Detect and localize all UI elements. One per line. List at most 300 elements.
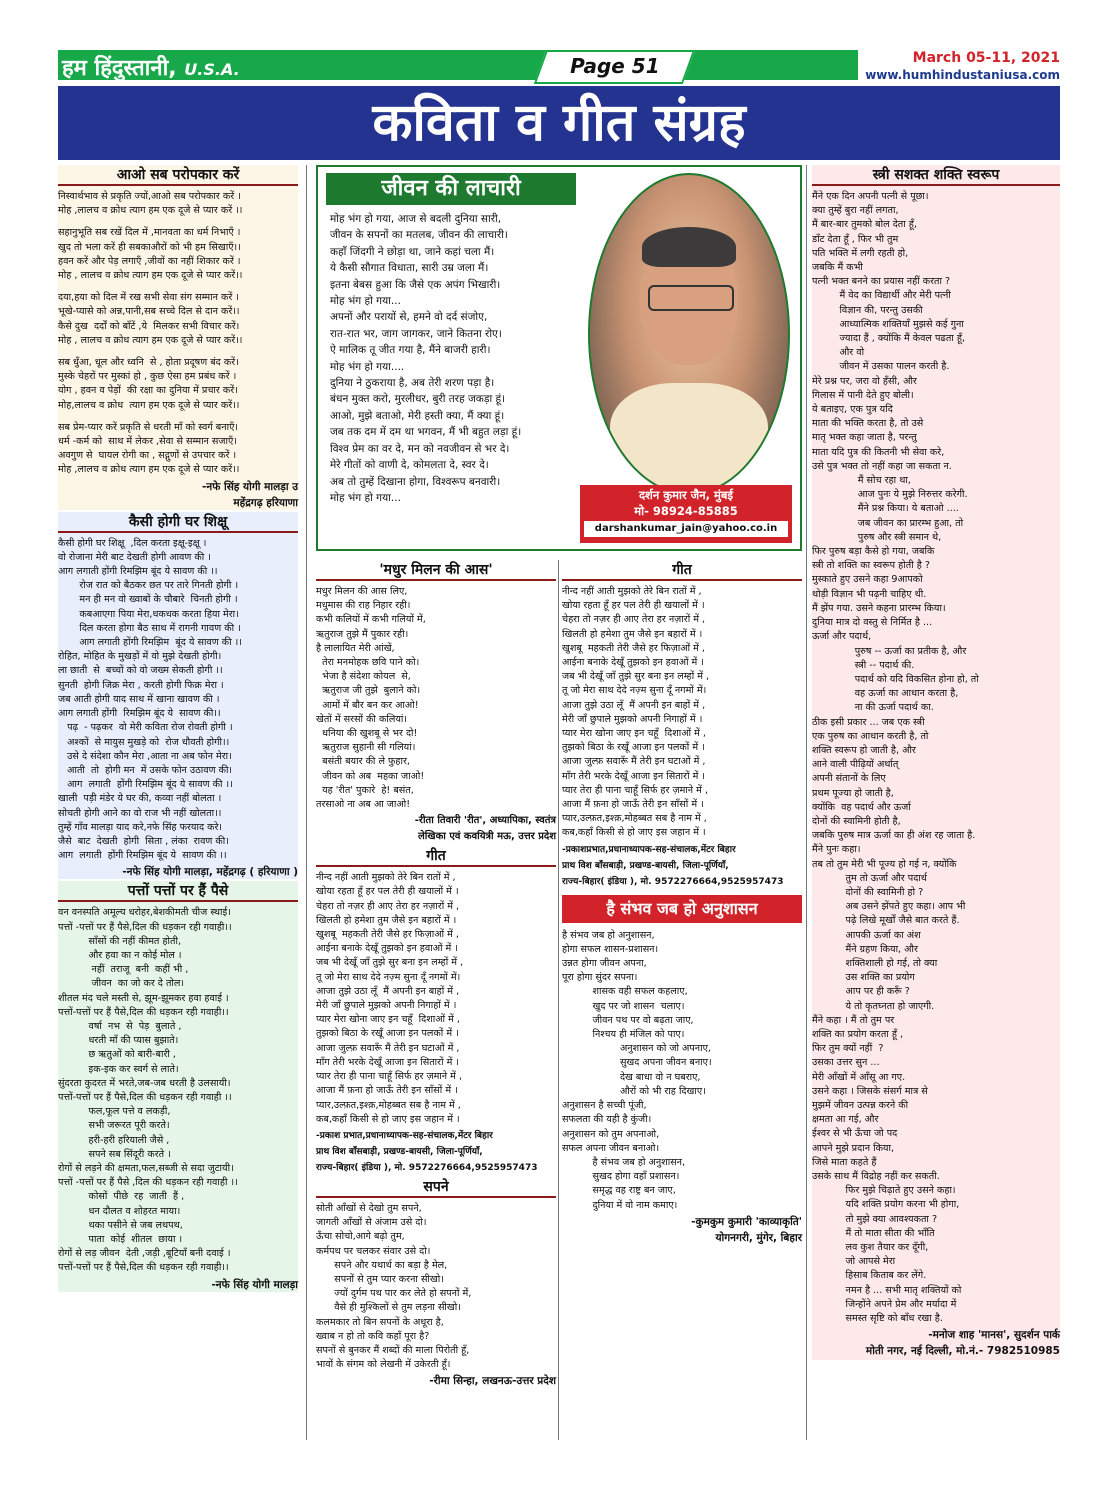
poem-line: डाँट देता हूँ , फिर भी तुम [812, 233, 899, 245]
featured-poem-body [330, 211, 590, 506]
poem-geet-2 [316, 846, 556, 1175]
poem-body [58, 537, 298, 864]
poem-line: फिर तुम क्यों नहीं ? [812, 1043, 884, 1055]
poem-line: आजा मैं फ़ना हो जाऊँ तेरी इन साँसों में । [562, 799, 704, 811]
poem-line: होगा सफल शासन-प्रशासन। [562, 943, 659, 955]
poem-line: ये कैसी सौगात विधाता, सारी उम्र जला मैं। [330, 262, 489, 275]
poem-line: धर्म -कर्म को साथ में लेकर ,सेवा से सम्मान सजाएँ। [58, 436, 237, 448]
poem-line: आग लगाती होंगी रिमझिम बूंद ये सावण की ।। [58, 779, 233, 791]
poem-credit-contact: राज्य-बिहार( इंडिया ), मो. 9572276664,9525957473 [316, 1162, 538, 1173]
poem-line: पुरुष और स्त्री समान थे, [812, 531, 942, 543]
poem-line: मैं बार-बार तुमको बोल देता हूँ, [812, 219, 917, 231]
poem-line: मधुर मिलन की आस लिए, [316, 586, 408, 597]
poem-line: मोह ,लालच व क्रोध त्याग हम एक दूजे से प्यार करें ।। [58, 205, 243, 217]
column-1 [58, 165, 298, 1294]
poem-line: गिलास में पानी देते हुए बोली। [812, 389, 914, 401]
poem-madhur-milan [316, 560, 556, 844]
section-banner: कविता व गीत संग्रह [58, 86, 1060, 160]
poem-body [316, 1202, 556, 1372]
poem-line: रोगों से लड़ने की क्षमता,फल,सब्जी से सदा जुटायी। [58, 1162, 234, 1174]
masthead [62, 52, 240, 82]
poem-line: जब जीवन का प्रारम्भ हुआ, तो [812, 517, 964, 529]
poem-line: जीवन में उसका पालन करती है. [812, 361, 950, 373]
poem-title: गीत [316, 846, 556, 867]
poem-line: नीन्द नहीं आती मुझको तेरे बिन रातों में , [562, 586, 702, 597]
poem-body [562, 929, 802, 1213]
poem-line: खोया रहता हूँ हर पल तेरी ही खयालों में । [316, 886, 459, 898]
poem-line: शीतल मंद चले मस्ती से, झूम-झूमकर हवा हवाई । [58, 992, 229, 1004]
poem-line: दिल करता होगा बैठ साथ में रागनी गावण की । [58, 622, 241, 634]
poem-line: ज्यादा हैं , क्योंकि मैं केवल पढता हूँ, [812, 333, 965, 345]
poem-line: बसंती बयार की ले फुहार, [316, 756, 410, 768]
poem-line: तुझको बिठा के रखूँ आजा इन पलकों में । [562, 742, 705, 754]
poem-line: जब भी देखूँ जाँ तुझे सुर बना इन लम्हों में , [316, 957, 464, 969]
poem-line: दुनिया ने ठुकराया है, अब तेरी शरण पड़ा है। [330, 377, 495, 390]
page-number-tab [534, 50, 695, 84]
poem-line: इक-इक कर स्वर्ग से लाते। [58, 1063, 179, 1075]
poem-line: जैसे बाट देखती होगी सिता , लंका रावण की। [58, 835, 229, 847]
author-name: दर्शन कुमार जैन, मुंबई [638, 488, 734, 502]
poem-line: कभी कलियों में कभी गलियों में, [316, 614, 426, 626]
poem-line: जो आपसे मेरा [812, 1256, 896, 1268]
poem-line: और हवा का न कोई मोल । [58, 949, 182, 961]
poem-line: मोह भंग हो गया.... [330, 360, 405, 373]
poem-line: आने वाली पीढ़ियों अर्थात् [812, 759, 899, 771]
poem-title: पत्तों पत्तों पर हैं पैसे [58, 881, 298, 902]
poem-line: पत्तों -पत्तों पर हैं पैसे ,दिल की धड़कन रही गवाही ।। [58, 1177, 238, 1189]
poem-line: औरों को भी राह दिखाए। [562, 1085, 706, 1097]
poem-line: भावों के संगम को लेखनी में उकेरती हूँ। [316, 1359, 451, 1371]
poem-anushasan [562, 895, 802, 1245]
poem-title: कैसी होगी घर शिक्षू [58, 512, 298, 533]
poem-line: यह 'रीत' पुकारे हे! बसंत, [316, 784, 414, 796]
poem-line: आती तो होगी मन में उसके फोन उठावण की। [58, 764, 233, 776]
stanza-break [58, 348, 298, 356]
poem-line: सुखद अपना जीवन बनाए। [562, 1057, 712, 1069]
poem-line: आजा जुल्फ़ सवारूँ मैं तेरी इन घटाओं में , [316, 1042, 460, 1054]
poem-line: दुनिया में वो नाम कमाए। [562, 1199, 678, 1211]
poem-line: वो रोजाना मेरी बाट देखती होगी आवण की । [58, 551, 211, 563]
poem-line: जीवन का जो कर दे तोल। [58, 978, 185, 990]
poem-line: भेजा है संदेशा कोयल से, [316, 671, 411, 683]
poem-line: आजा जुल्फ़ सवारूँ मैं तेरी इन घटाओं में , [562, 756, 706, 768]
poem-line: जागती आँखों से अंजाम उसे दो। [316, 1217, 427, 1229]
poem-title: 'मधुर मिलन की आस' [316, 560, 556, 581]
poem-sapne [316, 1177, 556, 1388]
poem-line: जब भी देखूँ जाँ तुझे सुर बना इन लम्हों में , [562, 671, 710, 683]
poem-line: कलमकार तो बिन सपनों के अधूरा है, [316, 1316, 444, 1328]
poem-line: जब तक दम में दम था भगवन, मैं भी बहुत लड़ा हूं। [330, 426, 522, 439]
poem-line: शासक वही सफल कहलाए, [562, 986, 688, 998]
poem-line: आजा तुझे उठा लूँ मैं अपनी इन बाहों में , [316, 985, 460, 997]
poem-line: मन ही मन वो ख्वाबों के चौबारे चिनती होगी । [58, 594, 238, 606]
poem-line: अब उसने झेंपते हुए कहा। आप भी [812, 901, 966, 913]
stanza-break [58, 283, 298, 291]
poem-line: अनुशासन को तुम अपनाओ, [562, 1128, 660, 1140]
poem-line: मोह भंग हो गया... [330, 491, 401, 504]
page-number: Page 51 [570, 54, 660, 78]
column-divider [306, 165, 307, 1440]
featured-poem-box [316, 165, 802, 551]
poem-line: फिर मुझे चिढ़ाते हुए उसने कहा। [812, 1185, 956, 1197]
poem-credit-contact: मोती नगर, नई दिल्ली, मो.नं.- 7982510985 [865, 1345, 1060, 1358]
poem-body [316, 585, 556, 812]
poem-line: हवन करें और पेड़ लगाएँ ,जीवों का नहीं शिकार करें । [58, 255, 241, 267]
poem-line: सब प्रेम-प्यार करें प्रकृति से धरती माँ को स्वर्ग बनाएँ। [58, 421, 239, 433]
poem-line: धनिया की खुशबू से भर दो! [316, 728, 418, 740]
poem-line: क्षमता आ गई, और [812, 1114, 879, 1126]
poem-line: माँग तेरी भरके देखूँ आजा इन सितारों में । [562, 770, 706, 782]
poem-line: सफलता की यही है कुंजी। [562, 1114, 652, 1126]
poem-line: सोती आँखों से देखो तुम सपने, [316, 1202, 422, 1214]
poem-line: ईश्वर से भी ऊँचा जो पद [812, 1128, 898, 1140]
poem-line: स्त्री -- पदार्थ की. [812, 659, 915, 671]
poem-line: यदि शक्ति प्रयोग करना भी होगा, [812, 1199, 960, 1211]
poem-line: शक्तिशाली हो गई, तो क्या [812, 957, 938, 969]
poem-line: सब धुँआ, धूल और ध्वनि से , होता प्रदूषण बंद करें। [58, 357, 239, 369]
poem-line: रोहित, मोहित के मुखड़ों में वो मुझे देखती होगी। [58, 651, 222, 663]
poem-line: मैं तो माता सीता की भाँति [812, 1227, 935, 1239]
poem-line: जीवन पथ पर वो बढ़ता जाए, [562, 1014, 694, 1026]
poem-line: आजा तुझे उठा लूँ मैं अपनी इन बाहों में , [562, 699, 706, 711]
poem-line: प्यार मेरा खोना जाए इन चहूँ दिशाओं में , [562, 728, 706, 740]
poem-line: ये बताइए, एक पुत्र यदि [812, 404, 893, 416]
poem-line: थका पसीने से जब लथपथ, [58, 1219, 183, 1231]
column-divider [558, 560, 559, 1440]
poem-line: मेरे गीतों को वाणी दे, कोमलता दे, स्वर दे। [330, 459, 489, 472]
poem-geet [562, 560, 802, 889]
poem-line: अब तो तुम्हें दिखाना होगा, विश्वरूप बनवारी। [330, 475, 501, 488]
poem-line: सोचती होगी आने का वो राज भी नहीं खोलता।। [58, 807, 222, 819]
poem-line: कहाँ जिंदगी ने छोड़ा था, जाने कहां चला मैं। [330, 245, 495, 258]
poem-line: उस शक्ति का प्रयोग [812, 972, 915, 984]
poem-line: है संभव जब हो अनुशासन, [562, 929, 655, 941]
poem-line: मैंने कहा । मैं तो तुम पर [812, 1014, 895, 1026]
poem-line: तुम तो ऊर्जा और पदार्थ [812, 872, 927, 884]
poem-line: उसका उत्तर सुन ... [812, 1057, 880, 1069]
poem-line: जीवन के सपनों का मतलब, जीवन की लाचारी। [330, 229, 508, 242]
poem-line: माता यदि पुत्र की कितनी भी सेवा करे, [812, 446, 945, 458]
poem-line: मैंने ग्रहण किया, और [812, 943, 918, 955]
poem-line: पढ़ - पढ़कर वो मेरी कविता रोज रोवती होगी । [58, 722, 233, 734]
poem-line: सफल अपना जीवन बनाओ। [562, 1142, 660, 1154]
poem-line: देख बाधा वो न घबराए, [562, 1071, 701, 1083]
column-2 [316, 560, 556, 1390]
poem-line: आध्यात्मिक शक्तियाँ मुझसे कई गुना [812, 318, 964, 330]
poem-line: मुझमें जीवन उत्पन्न करने की [812, 1100, 909, 1111]
poem-ghar-shikshu [58, 512, 298, 880]
poem-line: दया,हया को दिल में रख सभी सेवा संग सम्मान करें । [58, 292, 240, 304]
poem-line: माता की भक्ति करता है, तो उसे [812, 418, 924, 430]
poem-line: उसने कहा । जिसके संसर्ग मात्र से [812, 1085, 928, 1097]
poem-line: वह ऊर्जा का आधान करता है, [812, 688, 959, 700]
poem-line: तू जो मेरा साथ देदे नज़्म सुना दूँ नगमों में। [562, 685, 707, 697]
poem-line: चेहरा तो नज़र ही आए तेरा हर नज़ारों में , [562, 614, 706, 626]
poem-line: ऋतुराज जी तुझे बुलाने को। [316, 685, 421, 697]
poem-line: फल,फूल पत्ते व लकड़ी, [58, 1106, 171, 1118]
poem-line: तो मुझे क्या आवश्यकता ? [812, 1213, 938, 1225]
poem-line: जबकि पुरुष मात्र ऊर्जा का ही अंश रह जाता है. [812, 830, 976, 842]
poem-line: सहानुभूति सब रखें दिल में ,मानवता का धर्म निभाएँ । [58, 227, 241, 239]
poem-line: थोड़ी विज्ञान भी पढ़नी चाहिए थी. [812, 588, 927, 600]
poem-credit: -मनोज शाह 'मानस', सुदर्शन पार्क [928, 1329, 1060, 1342]
poem-line: मोह,लालच व क्रोध त्याग हम एक दूजे से प्यार करें।। [58, 399, 240, 411]
poem-line: दोनों की स्वामिनी हो ? [812, 886, 924, 898]
poem-line: अपनों और परायों से, हमने वो दर्द संजोए, [330, 311, 488, 324]
poem-line: उन्नत होगा जीवन अपना, [562, 958, 647, 970]
poem-credit-location: लेखिका एवं कवयित्री मऊ, उत्तर प्रदेश [418, 831, 556, 843]
poem-line: ख्वाब न हो तो कवि कहाँ पूरा है? [316, 1330, 430, 1342]
poem-line: कैसे दुख दर्दों को बाँटें ,ये मिलकर सभी विचार करें। [58, 320, 240, 332]
poem-line: मोह , लालच व क्रोध त्याग हम एक दूजे से प्यार करें।। [58, 334, 243, 346]
issue-date: March 05-11, 2021 [912, 50, 1060, 66]
poem-line: आईना बनाके देखूँ तुझको इन हवाओं में । [562, 657, 704, 669]
stanza-break [58, 413, 298, 421]
poem-line: मोह ,लालच व क्रोध त्याग हम एक दूजे से प्यार करें।। [58, 464, 240, 476]
poem-line: मेरी आँखों में आँसू आ गए. [812, 1071, 906, 1083]
poem-line: फिर पुरुष बड़ा कैसे हो गया, जबकि [812, 546, 935, 558]
poem-body [58, 190, 298, 478]
poem-line: छ ऋतुओं को बारी-बारी , [58, 1049, 176, 1061]
poem-line: पूरा होगा सुंदर सपना। [562, 972, 638, 984]
poem-line: मुस्काते हुए उसने कहा 9आपको [812, 574, 923, 586]
poem-line: खिलती हो हमेशा तुम जैसे इन बहारों में । [316, 914, 457, 926]
poem-line: आग लगाती होंगी रिमझिम बूंद ये सावण की।। [58, 708, 221, 720]
poem-line: वन वनस्पति अमूल्य धरोहर,बेशकीमती चीज स्थाई। [58, 907, 231, 919]
poem-line: विज्ञान की, परन्तु उसकी [812, 304, 923, 316]
poem-line: मैंने एक दिन अपनी पत्नी से पूछा। [812, 191, 929, 202]
poem-credit-address: प्राथ विश बाँसबाड़ी, प्रखण्ड-बायसी, जिला-पूर्णियाँ, [562, 860, 729, 871]
poem-line: उसे दे संदेशा कौन मेरा ,आता ना अब फोन मेरा। [58, 750, 232, 762]
poem-line: क्योंकि वह पदार्थ और ऊर्जा [812, 801, 911, 813]
poem-line: पत्तों-पत्तों पर हैं पैसे,दिल की धड़कन रही गवाही।। [58, 1006, 229, 1018]
poem-line: धन दौलत व शोहरत माया। [58, 1205, 181, 1217]
poem-line: मोह , लालच व क्रोध त्याग हम एक दूजे से प्यार करें।। [58, 270, 243, 282]
author-hair [642, 227, 736, 267]
poem-line: तेरा मनमोहक छवि पाने को। [316, 657, 420, 669]
poem-line: जब आती होगी याद साथ में खाना खावण की । [58, 693, 220, 705]
poem-line: शक्ति स्वरूप हो जाती है, और [812, 744, 916, 756]
poem-line: आप पर ही करूँ ? [812, 986, 910, 998]
poem-line: भूखे-प्यासे को अन्न,पानी,सब सच्चे दिल से दान करें।। [58, 306, 240, 318]
poem-line: आग लगाती होंगी रिमझिम बूंद ये सावण की ।। [58, 850, 227, 862]
poem-line: खुद पर जो शासन चलाए। [562, 1000, 685, 1012]
poem-credit-location: योगनगरी, मुंगेर, बिहार [715, 1231, 802, 1244]
column-4 [812, 165, 1060, 1360]
poem-line: क्या तुम्हें बुरा नहीं लगता, [812, 205, 899, 217]
poem-body [316, 871, 556, 1127]
poem-line: हरी-हरी हरियाली जैसे , [58, 1134, 170, 1146]
poem-line: प्यार मेरा खोना जाए इन चहूँ दिशाओं में , [316, 1014, 460, 1026]
masthead-country: U.S.A. [184, 60, 240, 79]
poem-credit: -प्रकाश प्रभात,प्रधानाध्यापक-सह-संचालक,मेंटर बिहार [316, 1130, 493, 1141]
poem-line: धरती माँ की प्यास बुझाते। [58, 1035, 179, 1047]
poem-line: अनुशासन को जो अपनाए, [562, 1043, 711, 1055]
poem-line: कब,कहाँ किसी से हो जाए इस जहान में । [562, 827, 706, 839]
poem-line: ऊँचा सोचो,आगे बढ़ो तुम, [316, 1231, 405, 1243]
poem-line: ऋतुराज तुझे मैं पुकार रही। [316, 628, 409, 640]
poem-line: मैं सोच रहा था, [812, 475, 911, 487]
poem-line: खिलती हो हमेशा तुम जैसे इन बहारों में । [562, 628, 703, 640]
poem-line: आईना बनाके देखूँ तुझको इन हवाओं में । [316, 943, 458, 955]
poem-line: सुंदरता कुदरत में भरते,जब-जब धरती है उलसायी। [58, 1077, 231, 1089]
poem-line: इतना बेबस हुआ कि जैसे एक अपंग भिखारी। [330, 278, 501, 291]
poem-line: आपने मुझे प्रदान किया, [812, 1142, 895, 1154]
poem-line: खाली पड़ी मंडेर ये घर की, कव्वा नहीं बोलता । [58, 793, 222, 805]
website-link[interactable]: www.humhindustaniusa.com [865, 68, 1060, 82]
poem-credit: -कुमकुम कुमारी 'काव्याकृति' [691, 1215, 802, 1228]
poem-line: खुद तो भला करें ही सबकाऔरों को भी हम सिखाएँ।। [58, 241, 241, 253]
poem-line: कोसों पीछे रह जाती हैं , [58, 1191, 185, 1203]
poem-line: अपनी संतानों के लिए [812, 773, 886, 785]
poem-line: सपनों से बुनकर मैं शब्दों की माला पिरोती हूँ, [316, 1344, 470, 1356]
stanza-break [58, 218, 298, 226]
poem-line: ऐ मालिक तू जीत गया है, मैंने बाजरी हारी। [330, 344, 491, 357]
masthead-name: हम हिंदुस्तानी, [62, 56, 177, 81]
poem-line: मेरे प्रश्न पर, जरा वो हँसी, और [812, 375, 917, 387]
poem-title: गीत [562, 560, 802, 581]
poem-line: निश्चय ही मंजिल को पाए। [562, 1029, 685, 1041]
poem-line: मोह भंग हो गया... [330, 295, 401, 308]
poem-line: मैं वेद का विद्यार्थी और मेरी पत्नी [812, 290, 951, 302]
poem-line: आओ, मुझे बताओ, मेरी हस्ती क्या, मैं क्या हूं। [330, 409, 505, 422]
poem-line: जीवन को अब महका जाओ! [316, 770, 425, 782]
poem-line: रात-रात भर, जाग जागकर, जाने कितना रोए। [330, 327, 502, 340]
poem-line: रोगों से लड़ जीवन देती ,जड़ी ,बूटियाँ बनी दवाई । [58, 1248, 231, 1260]
poem-line: मैं झेंप गया. उसने कहना प्रारम्भ किया। [812, 602, 946, 614]
poem-credit: -रीता तिवारी 'रीत', अध्यापिका, स्वतंत्र [414, 815, 556, 827]
poem-line: आमों में बौर बन कर आओ! [316, 699, 419, 711]
poem-line: आजा मैं फ़ना हो जाऊँ तेरी इन साँसों में । [316, 1085, 458, 1097]
poem-line: मोह भंग हो गया, आज से बदली दुनिया सारी, [330, 213, 502, 225]
poem-line: तुम्हें गाँव मालड़ा याद करे,नफे सिंह फरयाद करे। [58, 821, 223, 833]
poem-line: सपने सब सिंदूरी करते । [58, 1148, 171, 1160]
poem-line: तू जो मेरा साथ देदे नज़्म सुना दूँ नगमों में। [316, 971, 461, 983]
poem-line: है संभव जब हो अनुशासन, [562, 1156, 686, 1168]
poem-line: ला छाती से बच्चों को वो जख्म सेकती होगी ।। [58, 665, 223, 677]
poem-line: दोनों की स्वामिनी होती है, [812, 815, 901, 827]
poem-line: ऋतुराज सुहानी सी गलियां। [316, 742, 416, 754]
poem-line: रोज रात को बैठकर छत पर तारे गिनती होगी । [58, 580, 239, 592]
poem-credit: -नफे सिंह योगी मालड़ा [211, 1278, 298, 1291]
poem-line: मुस्के चेहरों पर मुस्कां हो , कुछ ऐसा हम प्रबंध करें । [58, 371, 237, 383]
poem-line: प्यार,उल्फ़त,इश्क़,मोहब्बत सब है नाम में , [562, 813, 707, 825]
column-divider [806, 165, 807, 1440]
poem-line: मेरी जाँ छुपाले मुझको अपनी निगाहों में । [316, 1000, 457, 1012]
poem-line: तब तो तुम मेरी भी पूज्य हो गई न, क्योंकि [812, 858, 957, 870]
poem-line: ठीक इसी प्रकार ... जब एक स्त्री [812, 716, 925, 728]
poem-line: समस्त सृष्टि को बाँध रखा है. [812, 1313, 943, 1325]
poem-line: सभी जरूरत पूरी करते। [58, 1120, 170, 1132]
poem-line: विश्व प्रेम का वर दे, मन को नवजीवन से भर दे। [330, 442, 510, 455]
poem-line: आग लगाती होंगी रिमझिम बूंद ये सावण की ।। [58, 566, 218, 578]
poem-line: प्यार तेरा ही पाना चाहूँ सिर्फ हर ज़माने में , [562, 784, 709, 796]
poem-body [812, 190, 1060, 1326]
poem-line: पाता कोई शीतल छाया । [58, 1234, 183, 1245]
poem-line: पत्तों-पत्तों पर हैं पैसे,दिल की धड़कन रही गवाही।। [58, 1262, 229, 1274]
poem-line: नहीं तराजू बनी कहीं भी , [58, 964, 189, 976]
poem-line: और वो [812, 347, 865, 359]
author-phone: मो- 98924-85885 [634, 504, 738, 518]
poem-line: मैंने प्रश्न किया। ये बताओ .... [812, 503, 959, 515]
poem-line: प्यार,उल्फ़त,इश्क़,मोहब्बत सब है नाम में , [316, 1099, 461, 1111]
author-email[interactable]: darshankumar_jain@yahoo.co.in [584, 521, 788, 537]
poem-line: प्यार तेरा ही पाना चाहूँ सिर्फ हर ज़माने में , [316, 1071, 463, 1083]
poem-line: योग , हवन व पेड़ों की रक्षा का दुनिया में प्रचार करें। [58, 385, 238, 397]
poem-line: जिन्होंने अपने प्रेम और मर्यादा में [812, 1298, 957, 1310]
poem-line: जबकि मैं कभी [812, 262, 863, 274]
poem-line: कर्मपथ पर चलकर संवार उसे दो। [316, 1245, 431, 1257]
poem-line: दुनिया मात्र दो वस्तु से निर्मित है ... [812, 617, 933, 629]
poem-line: प्रथम पूज्या हो जाती है, [812, 787, 894, 799]
poem-line: अश्कों से मायुस मुखड़े को रोज धौवती होगी।। [58, 736, 230, 748]
author-photo [588, 173, 790, 495]
poem-title: सपने [316, 1177, 556, 1198]
poem-line: खुशबू महकती तेरी जैसे हर फिज़ाओं में , [316, 929, 459, 941]
poem-line: आज पुनः ये मुझे निरुत्तर करेगी. [812, 489, 968, 501]
poem-body [58, 906, 298, 1275]
poem-line: उसे पुत्र भक्त तो नहीं कहा जा सकता न. [812, 460, 952, 472]
poem-line: खुशबू महकती तेरी जैसे हर फिज़ाओं में , [562, 642, 705, 654]
author-credit-box [580, 485, 792, 543]
poem-line: तरसाओ ना अब आ जाओ! [316, 799, 411, 811]
poem-line: स्त्री तो शक्ति का स्वरूप होती है ? [812, 560, 930, 572]
poem-line: ऊर्जा और पदार्थ, [812, 631, 872, 643]
featured-title: जीवन की लाचारी [326, 173, 576, 205]
poem-line: सपनों से तुम प्यार करना सीखो। [316, 1273, 444, 1285]
poem-line: कब,कहाँ किसी से हो जाए इस जहान में । [316, 1113, 460, 1125]
poem-line: वर्षा नभ से पेड़ बुलाते , [58, 1020, 182, 1032]
poem-line: साँसों की नहीं कीमत होती, [58, 935, 182, 947]
poem-line: अवगुण से घायल रोगी का , सद्गुणों से उपचार करें । [58, 450, 237, 462]
poem-line: वैसे ही मुश्किलों से तुम लड़ना सीखो। [316, 1302, 461, 1314]
poem-line: कबआएगा पिया मेरा,धकधक करता हिया मेरा। [58, 608, 239, 620]
poem-line: माँग तेरी भरके देखूँ आजा इन सितारों में । [316, 1056, 460, 1068]
poem-credit: -प्रकाशप्रभात,प्रधानाध्यापक-सह-संचालक,मेंटर बिहार [562, 844, 736, 855]
poem-line: मेरी जाँ छुपाले मुझको अपनी निगाहों में । [562, 713, 703, 725]
poem-line: मैंने पुनः कहा। [812, 844, 861, 856]
poem-line: पत्तों-पत्तों पर हैं पैसे,दिल की धड़कन रही गवाही ।। [58, 1091, 232, 1103]
poem-line: पुरुष -- ऊर्जा का प्रतीक है, और [812, 645, 967, 657]
poem-credit-contact: राज्य-बिहार( इंडिया ), मो. 9572276664,9525957473 [562, 876, 784, 887]
poem-line: सुखद होगा वहाँ प्रशासन। [562, 1171, 680, 1183]
poem-line: पत्नी भक्त बनने का प्रयास नहीं करता ? [812, 276, 951, 288]
poem-credit-location: महेंद्रगढ़ हरियाणा [233, 496, 298, 509]
poem-line: बंधन मुक्त करो, मुरलीधर, बुरी तरह जकड़ा हूं। [330, 393, 506, 406]
poem-line: मधुमास की राह निहार रही। [316, 600, 411, 612]
poem-title: स्त्री सशक्त शक्ति स्वरूप [812, 165, 1060, 186]
author-shirt [610, 383, 768, 493]
author-glasses [648, 285, 734, 311]
poem-line: आग लगाती होंगी रिमझिम बूंद ये सावण की ।। [58, 637, 242, 649]
poem-line: शक्ति का प्रयोग करता हूँ , [812, 1028, 904, 1040]
poem-line: अनुशासन है सच्ची पूंजी, [562, 1100, 647, 1112]
poem-title: है संभव जब हो अनुशासन [562, 895, 802, 923]
poem-line: नमन है ... सभी मातृ शक्तियों को [812, 1284, 962, 1296]
poem-line: आपकी ऊर्जा का अंश [812, 929, 921, 941]
poem-line: सपने और यथार्थ का बड़ा है मेल, [316, 1259, 448, 1271]
poem-line: एक पुरुष का आधान करती है, तो [812, 730, 929, 742]
poem-line: मातृ भक्त कहा जाता है, परन्तु [812, 432, 917, 444]
poem-line: उसके साथ मैं विद्रोह नहीं कर सकती. [812, 1171, 940, 1183]
poem-credit-address: प्राथ विश बाँसबाड़ी, प्रखण्ड-बायसी, जिला-पूर्णियाँ, [316, 1146, 483, 1157]
poem-line: खेतों में सरसों की कलियां। [316, 713, 408, 725]
poem-line: समृद्ध वह राष्ट्र बन जाए, [562, 1185, 676, 1197]
poem-line: लव कुश तैयार कर दूँगी, [812, 1242, 929, 1254]
poem-credit: -नफे सिंह योगी मालड़ा, महेंद्रगढ़ ( हरियाणा ) [122, 866, 298, 879]
poem-patton-par-paise [58, 881, 298, 1291]
poem-line: पत्तों -पत्तों पर हैं पैसे,दिल की धड़कन रही गवाही।। [58, 921, 232, 933]
